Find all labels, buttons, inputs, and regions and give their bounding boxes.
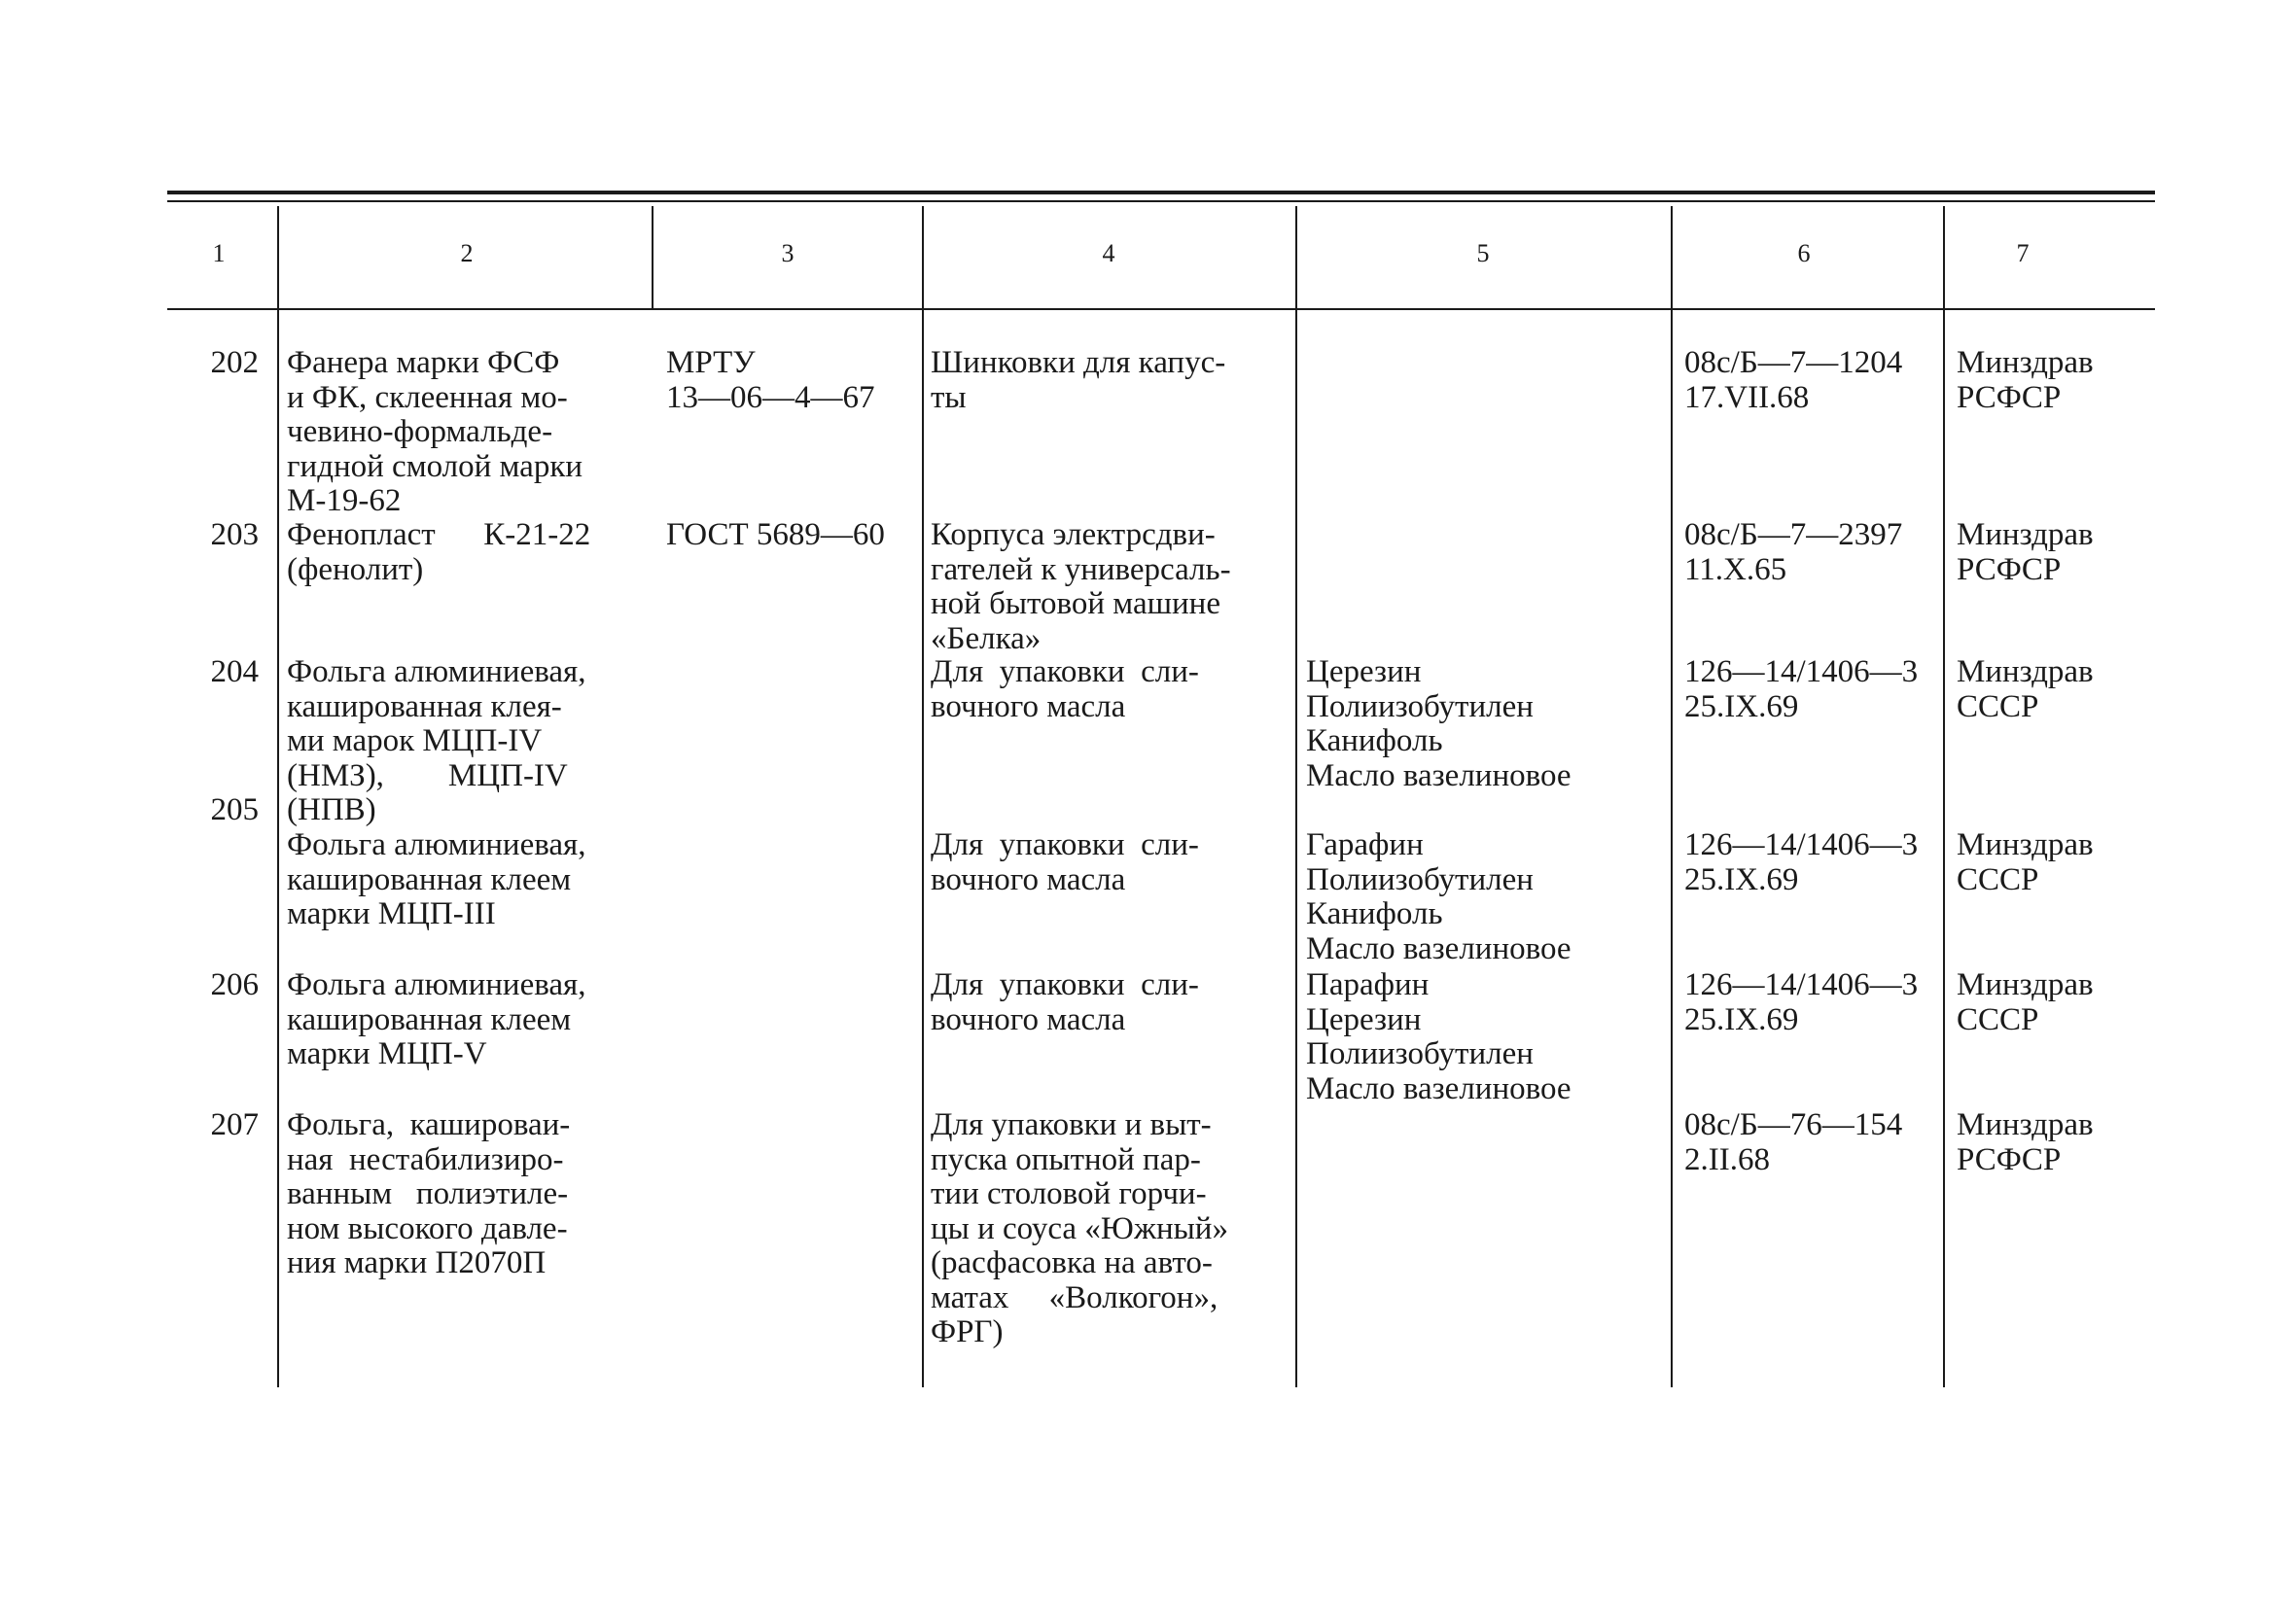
column-divider: [1671, 206, 1673, 1387]
column-divider: [922, 206, 924, 1387]
row-material: Фенопласт К-21-22 (фенолит): [287, 517, 591, 587]
row-authority: Минздрав РСФСР: [1957, 517, 2094, 587]
column-divider: [277, 206, 279, 1387]
header-col-7: 7: [2016, 239, 2030, 267]
row-material: Фольга алюминиевая, кашированная клеем марки МЦП-V: [287, 967, 586, 1071]
row-authority: Минздрав СССР: [1957, 654, 2094, 724]
header-rule: [167, 308, 2155, 310]
row-purpose: Шинковки для капус- ты: [931, 345, 1226, 415]
row-purpose: Для упаковки сли- вочного масла: [931, 827, 1199, 897]
row-components: Церезин Полиизобутилен Канифоль Масло вазелиновое: [1306, 654, 1572, 793]
header-col-2: 2: [460, 239, 474, 267]
row-permit: 08с/Б—7—1204 17.VII.68: [1684, 345, 1903, 415]
row-purpose: Для упаковки сли- вочного масла: [931, 654, 1199, 724]
row-material: Фольга, кашироваи- ная нестабилизиро- ванным полиэтиле- ном высокого давле- ния марки П2070П: [287, 1107, 571, 1280]
row-permit: 126—14/1406—3 25.IX.69: [1684, 827, 1919, 897]
header-col-1: 1: [212, 239, 226, 267]
top-double-rule-inner: [167, 200, 2155, 202]
row-material: Фольга алюминиевая, кашированная клеем марки МЦП-III: [287, 827, 586, 931]
row-standard: ГОСТ 5689—60: [666, 517, 885, 552]
row-purpose: Для упаковки сли- вочного масла: [931, 967, 1199, 1037]
row-number: 205: [210, 792, 259, 827]
column-divider: [652, 206, 653, 308]
column-divider: [1943, 206, 1945, 1387]
row-number: 206: [210, 967, 259, 1002]
row-material: Фанера марки ФСФ и ФК, склеенная мо- чевино-формальде- гидной смолой марки М-19-62: [287, 345, 583, 518]
row-purpose: Корпуса электрсдви- гателей к универсаль- ной бытовой машине «Белка»: [931, 517, 1231, 656]
header-col-6: 6: [1797, 239, 1811, 267]
row-number: 203: [210, 517, 259, 552]
header-col-4: 4: [1102, 239, 1115, 267]
row-permit: 126—14/1406—3 25.IX.69: [1684, 967, 1919, 1037]
row-purpose: Для упаковки и выт- пуска опытной пар- тии столовой горчи- цы и соуса «Южный» (расфасовка на авто- матах «Волкогон», ФРГ): [931, 1107, 1228, 1349]
row-number: 202: [210, 345, 259, 380]
row-components: Гарафин Полиизобутилен Канифоль Масло вазелиновое: [1306, 827, 1572, 966]
header-col-5: 5: [1476, 239, 1490, 267]
row-authority: Минздрав СССР: [1957, 827, 2094, 897]
row-permit: 08с/Б—76—154 2.II.68: [1684, 1107, 1903, 1177]
top-double-rule: [167, 191, 2155, 194]
row-components: Парафин Церезин Полиизобутилен Масло вазелиновое: [1306, 967, 1572, 1106]
row-standard: МРТУ 13—06—4—67: [666, 345, 875, 415]
row-authority: Минздрав РСФСР: [1957, 1107, 2094, 1177]
row-permit: 126—14/1406—3 25.IX.69: [1684, 654, 1919, 724]
header-col-3: 3: [781, 239, 795, 267]
column-divider: [1295, 206, 1297, 1387]
row-authority: Минздрав СССР: [1957, 967, 2094, 1037]
row-number: 207: [210, 1107, 259, 1142]
row-number: 204: [210, 654, 259, 689]
row-permit: 08с/Б—7—2397 11.Х.65: [1684, 517, 1903, 587]
row-material: Фольга алюминиевая, кашированная клея- ми марок МЦП-IV (НМЗ), МЦП-IV (НПВ): [287, 654, 586, 827]
row-authority: Минздрав РСФСР: [1957, 345, 2094, 415]
